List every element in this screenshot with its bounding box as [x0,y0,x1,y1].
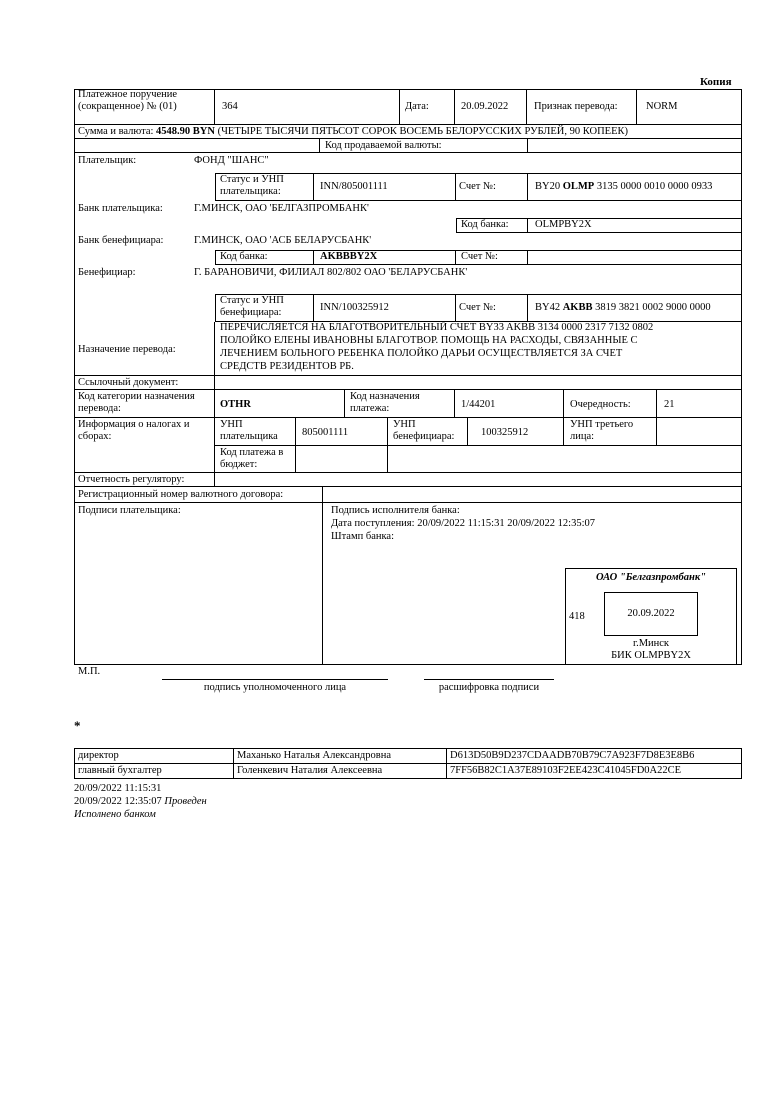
currency-code-label: Код продаваемой валюты: [325,140,442,151]
third-party-unp-label: УНП третьего лица: [570,419,634,442]
payer-account: BY20 OLMP 3135 0000 0010 0000 0933 [535,181,713,192]
signer-name: Маханько Наталья Александровна [234,749,447,764]
purpose-line-4: СРЕДСТВ РЕЗИДЕНТОВ РБ. [220,361,354,372]
transfer-sign-label: Признак перевода: [534,101,618,112]
order-title: Платежное поручение (сокращенное) № (01) [78,89,178,112]
decoding-line [424,679,554,680]
authorized-signature-label: подпись уполномоченного лица [203,682,347,693]
signers-table [74,748,742,779]
payment-order-form [74,89,742,665]
category-label: Код категории назначения перевода: [78,391,195,414]
authorized-signature-line [162,679,388,680]
stamp-number: 418 [569,611,585,622]
beneficiary-status-label: Статус и УНП бенефициара: [220,295,284,318]
table-row [75,749,742,764]
priority-value: 21 [664,399,675,410]
log-line-2: 20/09/2022 12:35:07 Проведен [74,796,207,807]
payment-code: 1/44201 [461,399,496,410]
beneficiary-bank-code: AKBBBY2X [320,251,378,262]
order-number: 364 [222,101,238,112]
payer-status: INN/805001111 [320,181,388,192]
beneficiary-unp-label: УНП бенефициара: [393,419,455,442]
payer-bank-code: OLMPBY2X [535,219,592,230]
signer-name: Голенкевич Наталия Алексеевна [234,764,447,779]
decoding-label: расшифровка подписи [438,682,540,693]
payer-account-label: Счет №: [459,181,496,192]
budget-code-label: Код платежа в бюджет: [220,447,284,470]
payer-label: Плательщик: [78,155,137,166]
payer-bank-name: Г.МИНСК, ОАО 'БЕЛГАЗПРОМБАНК' [194,203,369,214]
amount-label: Сумма и валюта: [78,126,154,137]
payer-unp-label: УНП плательщика [220,419,278,442]
amount-row [78,126,628,138]
contract-label: Регистрационный номер валютного договора: [78,489,284,500]
payment-code-label: Код назначения платежа: [350,391,420,414]
reference-label: Ссылочный документ: [78,377,179,388]
payer-bank-code-label: Код банка: [461,219,509,230]
signer-hash: D613D50B9D237CDAADB70B79C7A923F7D8E3E8B6 [447,749,742,764]
transfer-sign: NORM [646,101,678,112]
amount-words: (ЧЕТЫРЕ ТЫСЯЧИ ПЯТЬСОТ СОРОК ВОСЕМЬ БЕЛОРУССКИХ РУБЛЕЙ, 90 КОПЕЕК) [217,126,628,137]
beneficiary-unp: 100325912 [481,427,529,438]
date-label: Дата: [405,101,429,112]
payer-bank-label: Банк плательщика: [78,203,163,214]
beneficiary-bank-name: Г.МИНСК, ОАО 'АСБ БЕЛАРУСБАНК' [194,235,372,246]
amount-value: 4548.90 BYN [156,126,215,137]
payer-name: ФОНД "ШАНС" [194,155,269,166]
stamp-date: 20.09.2022 [627,608,675,619]
stamp-bank-name: ОАО "Белгазпромбанк" [595,572,706,583]
payer-signatures-label: Подписи плательщика: [78,505,181,516]
priority-label: Очередность: [570,399,631,410]
beneficiary-status: INN/100325912 [320,302,389,313]
log-line-1: 20/09/2022 11:15:31 [74,783,162,794]
beneficiary-bank-label: Банк бенефициара: [78,235,164,246]
beneficiary-bank-account-label: Счет №: [461,251,498,262]
regulator-label: Отчетность регулятору: [78,474,185,485]
asterisk: * [74,718,81,733]
table-row [75,764,742,779]
bank-stamp-label: Штамп банка: [331,531,394,542]
signer-role: главный бухгалтер [75,764,234,779]
category-value: OTHR [220,399,251,410]
stamp-place-label: М.П. [78,666,101,677]
purpose-line-3: ЛЕЧЕНИЕМ БОЛЬНОГО РЕБЕНКА ПОЛОЙКО ДАРЬИ ОСУЩЕСТВЛЯЕТСЯ ЗА СЧЕТ [220,348,623,359]
beneficiary-label: Бенефициар: [78,267,136,278]
executor-signature-label: Подпись исполнителя банка: [331,505,460,516]
purpose-line-2: ПОЛОЙКО ЕЛЕНЫ ИВАНОВНЫ БЛАГОТВОР. ПОМОЩЬ НА РАСХОДЫ, СВЯЗАННЫЕ С [220,335,638,346]
beneficiary-account-label: Счет №: [459,302,496,313]
signer-role: директор [75,749,234,764]
purpose-line-1: ПЕРЕЧИСЛЯЕТСЯ НА БЛАГОТВОРИТЕЛЬНЫЙ СЧЕТ BY33 AKBB 3134 0000 2317 7132 0802 [220,322,654,333]
purpose-label: Назначение перевода: [78,344,176,355]
log-line-3: Исполнено банком [74,809,156,820]
stamp-bik: БИК OLMPBY2X [611,650,691,661]
beneficiary-bank-code-label: Код банка: [220,251,268,262]
payer-unp: 805001111 [302,427,349,438]
copy-label: Копия [700,76,732,88]
order-date: 20.09.2022 [461,101,509,112]
signer-hash: 7FF56B82C1A37E89103F2EE423C41045FD0A22CE [447,764,742,779]
beneficiary-account: BY42 AKBB 3819 3821 0002 9000 0000 [535,302,711,313]
taxes-label: Информация о налогах и сборах: [78,419,190,442]
stamp-city: г.Минск [632,638,670,649]
received-date: Дата поступления: 20/09/2022 11:15:31 20/09/2022 12:35:07 [331,518,596,529]
payer-status-label: Статус и УНП плательщика: [220,174,284,197]
beneficiary-name: Г. БАРАНОВИЧИ, ФИЛИАЛ 802/802 ОАО 'БЕЛАРУСБАНК' [194,267,468,278]
